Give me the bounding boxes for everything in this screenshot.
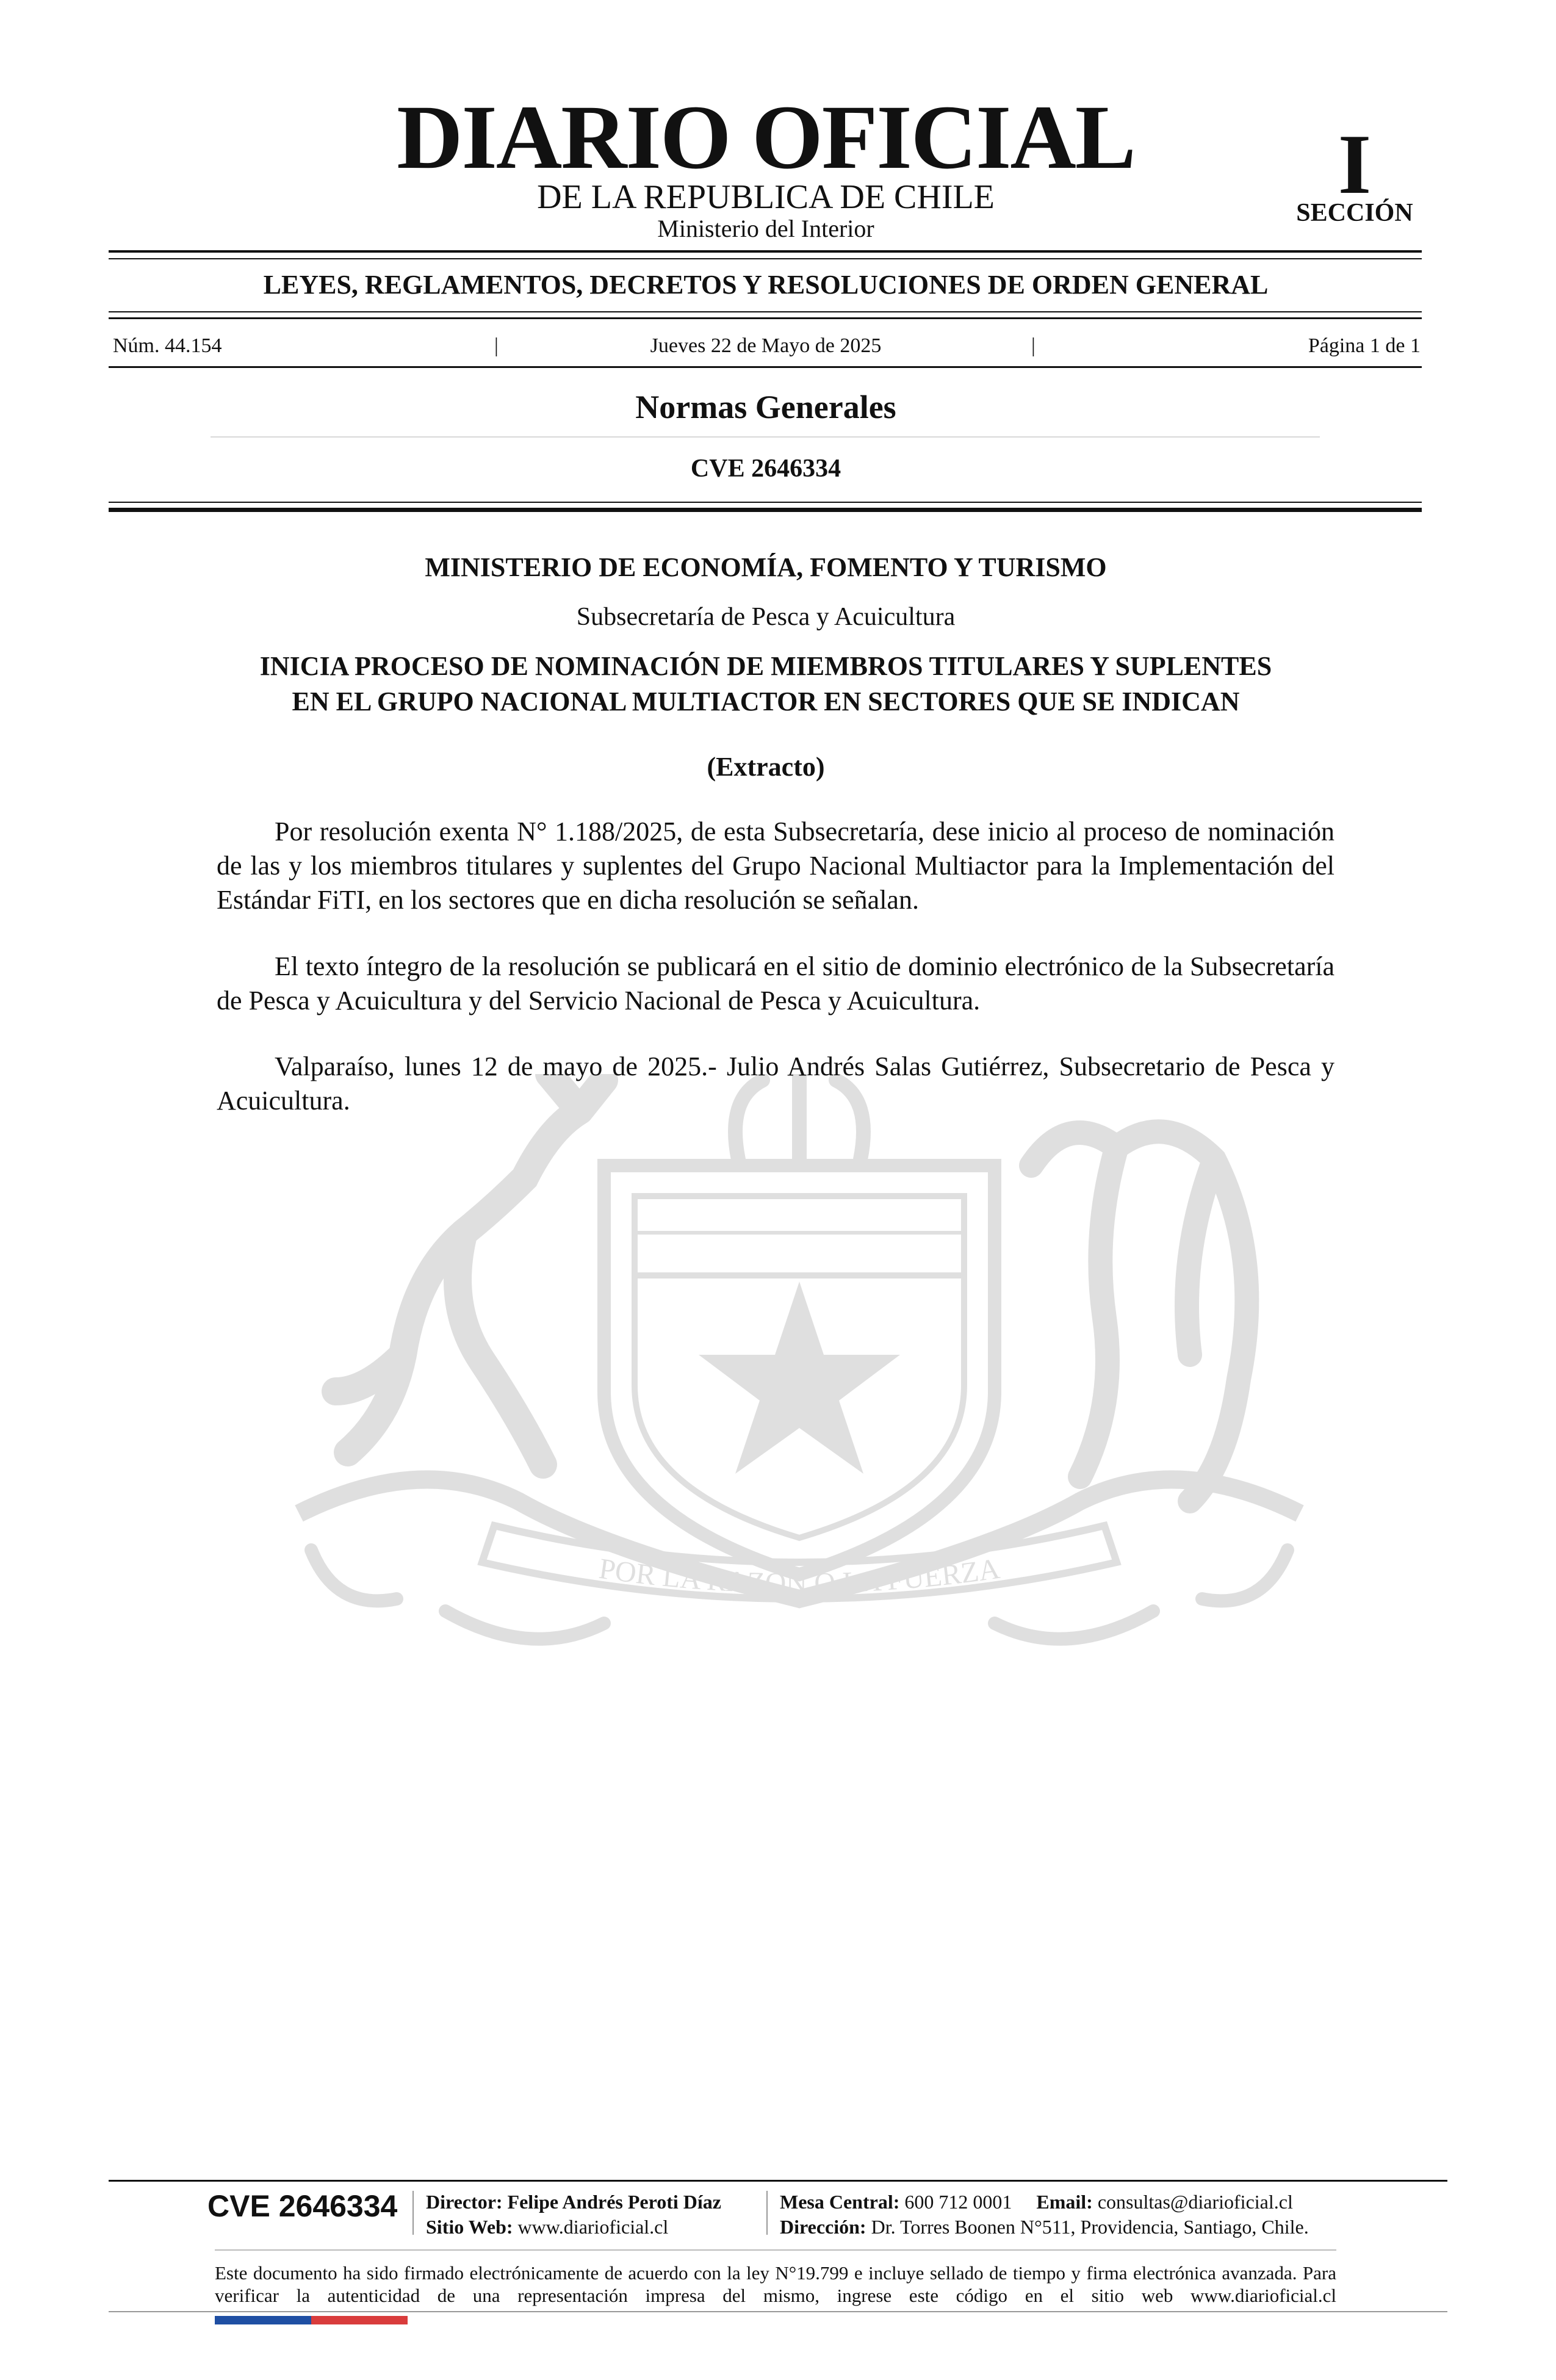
email-link[interactable]: consultas@diarioficial.cl (1097, 2191, 1293, 2213)
heading-divider (211, 436, 1320, 438)
rule-info-bottom (109, 366, 1422, 368)
footer-website (426, 2217, 668, 2237)
section-heading: Normas Generales (635, 389, 896, 425)
body-paragraph: Por resolución exenta N° 1.188/2025, de esta Subsecretaría, dese inicio al proceso de nominación de las y los miembros titulares y suplentes del Grupo Nacional Multiactor para la Implementación del Estándar FiTI, en los sectores que en dicha resolución se señalan. (217, 817, 1334, 915)
rule-top-thick (109, 250, 1422, 253)
subsecretaria-heading: Subsecretaría de Pesca y Acuicultura (576, 603, 956, 631)
rule-cve-bottom-thin (109, 502, 1422, 503)
mesa-label: Mesa Central: (780, 2191, 900, 2213)
flag-stripe-red (311, 2316, 408, 2324)
director-value: Felipe Andrés Peroti Díaz (507, 2191, 721, 2213)
banner-title: LEYES, REGLAMENTOS, DECRETOS Y RESOLUCIONES DE ORDEN GENERAL (263, 270, 1269, 300)
rule-banner-bottom (109, 311, 1422, 312)
address-value: Dr. Torres Boonen N°511, Providencia, Santiago, Chile. (871, 2216, 1309, 2238)
section-number: I (1338, 117, 1372, 212)
footer-legal-notice: Este documento ha sido firmado electrónicamente de acuerdo con la ley N°19.799 e incluye sellado de tiempo y firma electrónica avanzada. Para verificar la autenticidad de una representación impresa del mismo, ingrese este código en el sitio web www.diarioficial.cl (215, 2262, 1336, 2306)
rule-cve-bottom-thick (109, 508, 1422, 512)
address-label: Dirección: (780, 2216, 866, 2238)
footer-address (780, 2217, 1309, 2237)
email-label: Email: (1036, 2191, 1093, 2213)
document-title-line-2: EN EL GRUPO NACIONAL MULTIACTOR EN SECTORES QUE SE INDICAN (292, 687, 1240, 716)
web-label: Sitio Web: (426, 2216, 513, 2238)
footer-mesa-central (780, 2192, 1293, 2212)
footer-mid-rule (215, 2249, 1336, 2251)
info-separator: | (494, 334, 499, 357)
masthead-title: DIARIO OFICIAL (397, 87, 1135, 188)
document-title-line-1: INICIA PROCESO DE NOMINACIÓN DE MIEMBROS TITULARES Y SUPLENTES (259, 651, 1272, 681)
mesa-value: 600 712 0001 (904, 2191, 1012, 2213)
rule-banner-bottom-2 (109, 317, 1422, 319)
masthead-subtitle: DE LA REPUBLICA DE CHILE (537, 178, 995, 216)
huemul-shape (336, 1074, 604, 1465)
section-label: SECCIÓN (1296, 199, 1413, 227)
info-separator: | (1031, 334, 1036, 357)
motto-text: POR LA RAZON O LA FUERZA (597, 1552, 1002, 1600)
cve-code: CVE 2646334 (690, 455, 841, 483)
condor-shape (1031, 1131, 1247, 1501)
rule-top-thin (109, 258, 1422, 259)
coat-of-arms-watermark (262, 1074, 1336, 1672)
issue-number: Núm. 44.154 (113, 334, 222, 357)
extract-label: (Extracto) (707, 752, 825, 782)
issue-date: Jueves 22 de Mayo de 2025 (650, 334, 882, 357)
signature-paragraph: Valparaíso, lunes 12 de mayo de 2025.- Julio Andrés Salas Gutiérrez, Subsecretario de Pesca y Acuicultura. (217, 1051, 1334, 1116)
director-label: Director: (426, 2191, 503, 2213)
footer-cve-code: CVE 2646334 (207, 2189, 398, 2223)
body-paragraph: El texto íntegro de la resolución se publicará en el sitio de dominio electrónico de la Subsecretaría de Pesca y Acuicultura y del Servicio Nacional de Pesca y Acuicultura. (217, 951, 1334, 1015)
footer-bottom-rule (109, 2311, 1447, 2312)
flag-stripe-blue (215, 2316, 311, 2324)
ministry-heading: MINISTERIO DE ECONOMÍA, FOMENTO Y TURISMO (425, 552, 1107, 582)
star-shape (699, 1282, 900, 1474)
footer-director (426, 2192, 721, 2212)
masthead-ministry: Ministerio del Interior (657, 215, 874, 242)
footer-divider (766, 2191, 768, 2235)
web-link[interactable]: www.diarioficial.cl (517, 2216, 669, 2238)
footer-divider (412, 2191, 414, 2235)
page-indicator: Página 1 de 1 (1308, 334, 1421, 357)
footer-top-rule (109, 2180, 1447, 2182)
